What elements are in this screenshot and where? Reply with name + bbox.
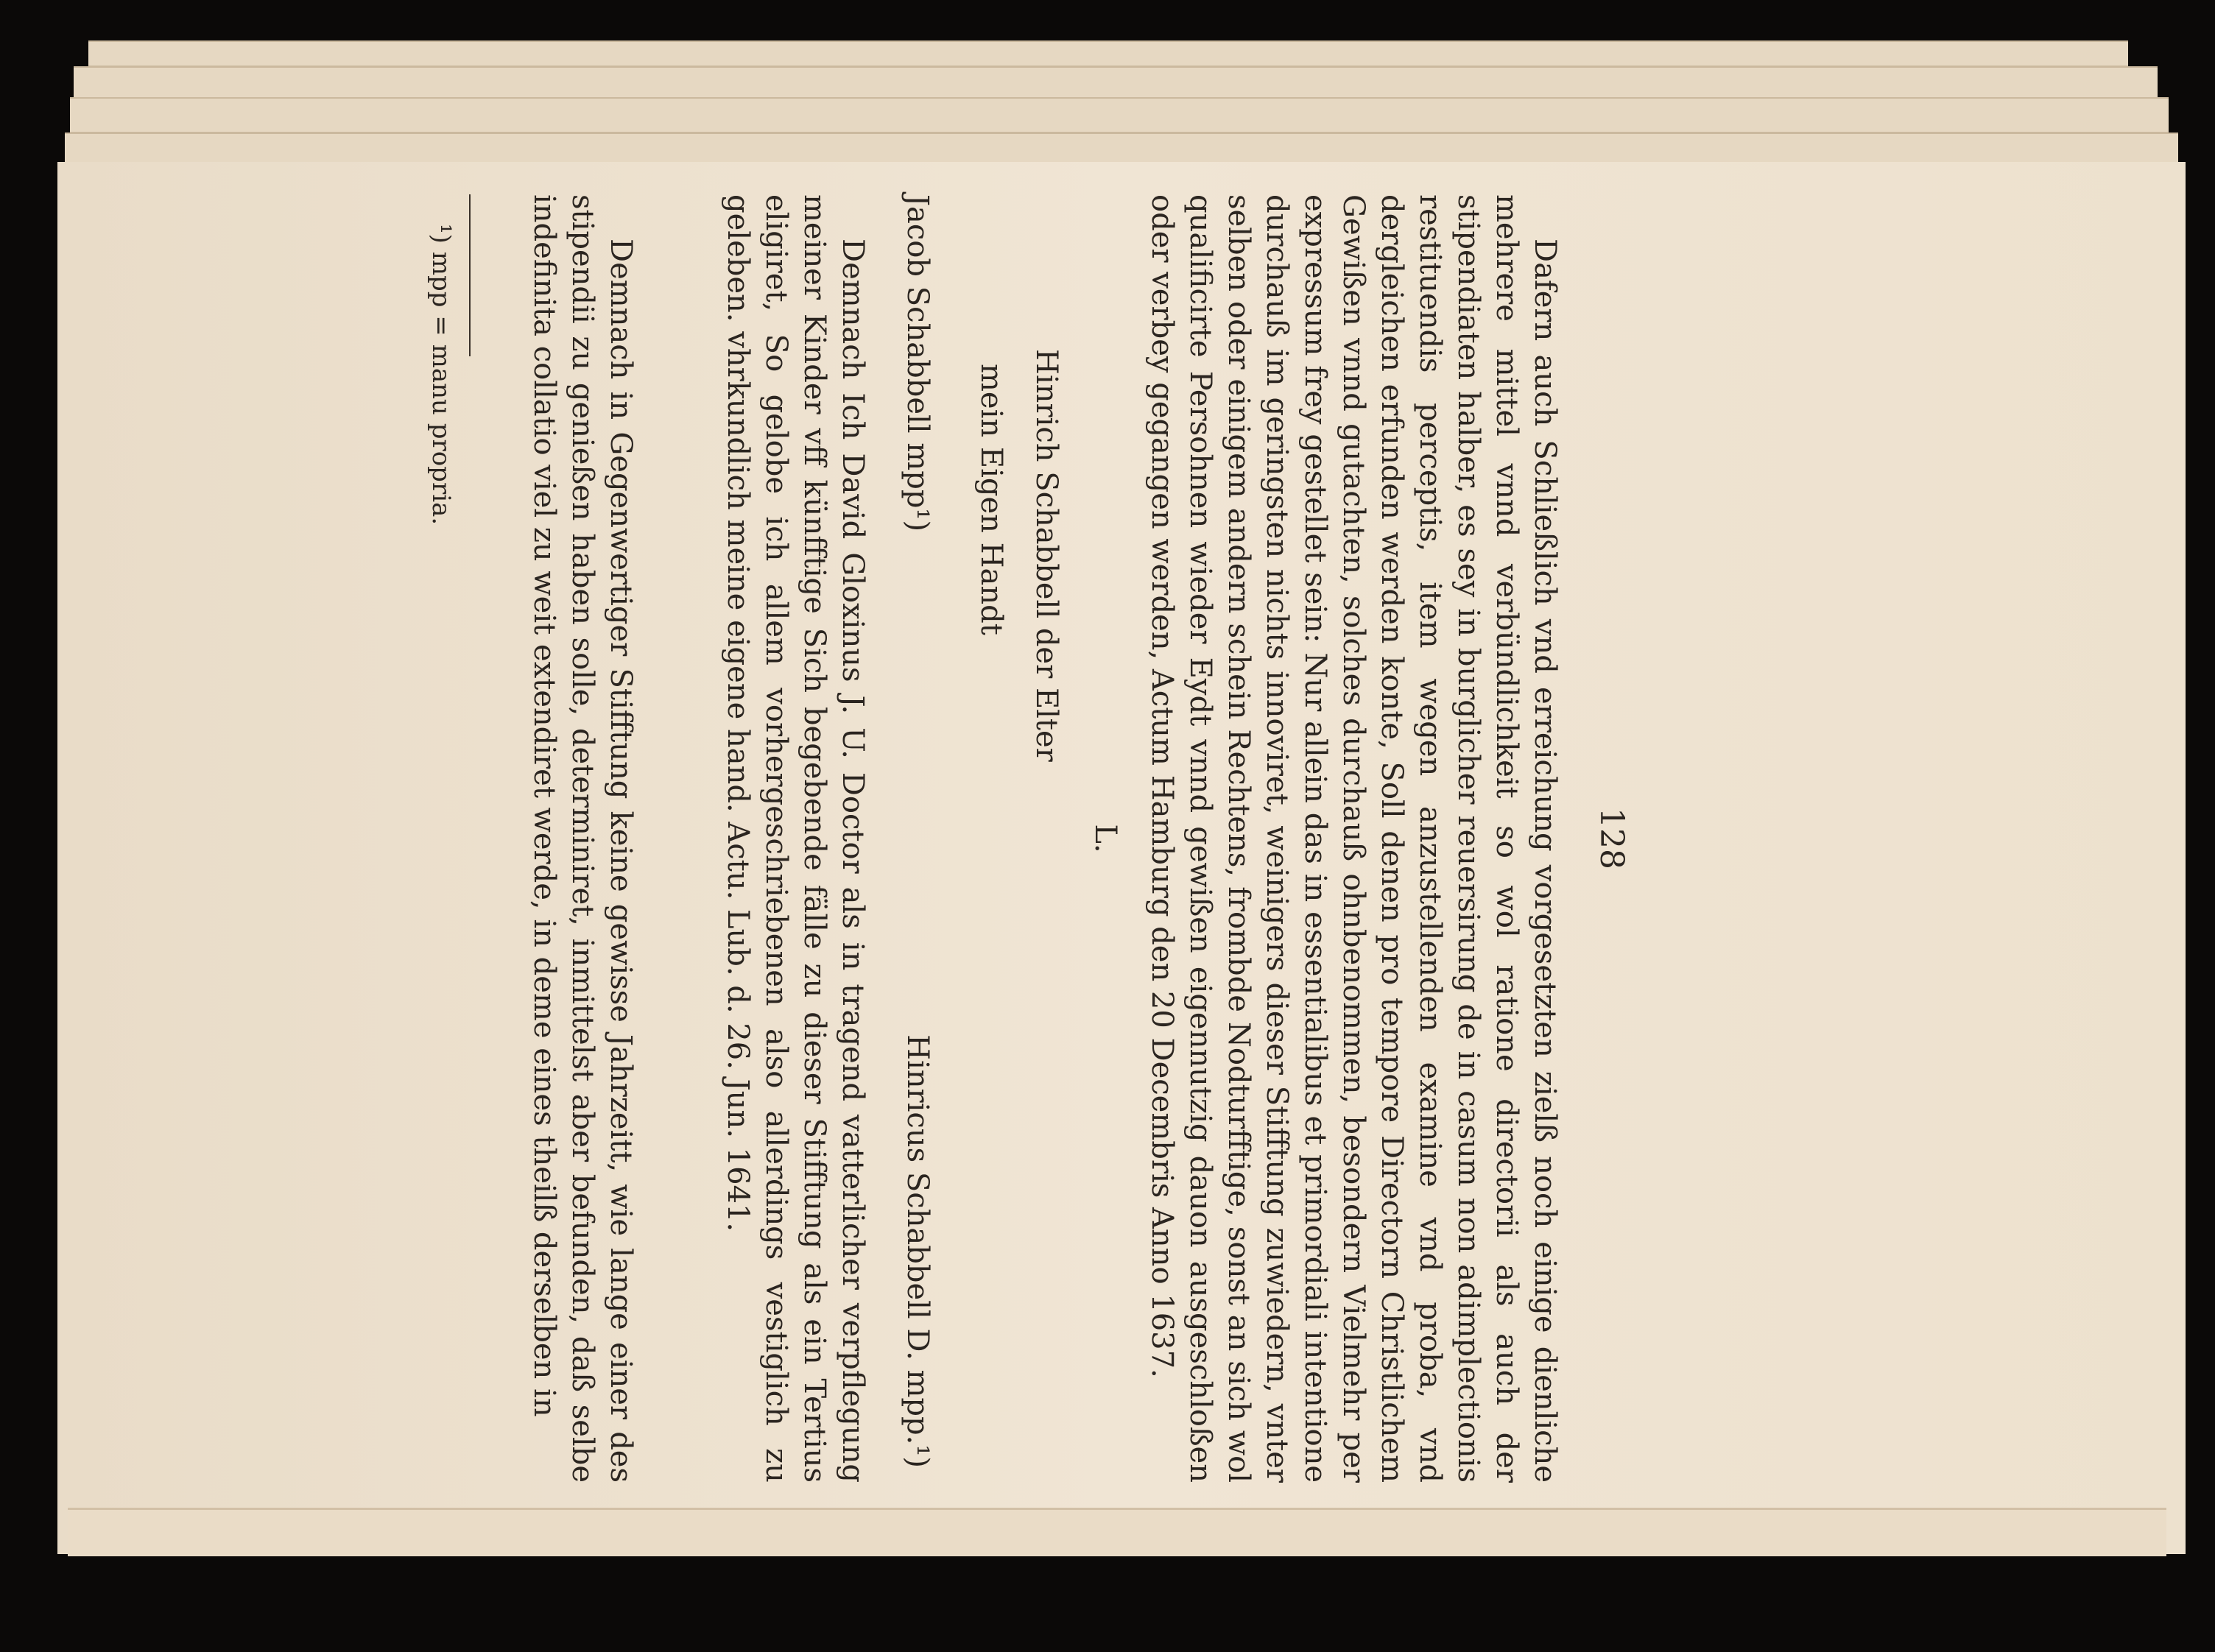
page-stack-edge xyxy=(88,40,2128,67)
signature-jacob-schabbell: Jacob Schabbell mpp¹) xyxy=(901,194,934,532)
rotated-text-block xyxy=(426,194,1630,1483)
paragraph-jahrzeitt: Demnach in Gegenwertiger Stifftung keine gewisse Jahrzeitt, wie lange einer des stipendii zu genießen haben solle, determiniret, inmittelst aber befunden, daß selbe indefinita collatio viel zu weit extendiret werde, in deme eines theilß derselben in xyxy=(527,194,638,1483)
signature-note: mein Eigen Handt xyxy=(974,364,1008,635)
paragraph-stiftung-directorn: Dafern auch Schließlich vnd erreichung vorgesetzten zielß noch einige dienliche mehrere mittel vnnd verbündlichkeit so wol ratione directorii als auch der stipendiaten halber, es sey in burglicher reuersirung de in casum non adimplectionis restituendis perceptis, item wegen anzustellenden examine vnd proba, vnd dergleichen erfunden werden konte, Soll denen pro tempore Directorn Christlichem Gewißen vnnd gutachten, solches durchauß ohnbenommen, besondern Vielmehr per expressum frey gestellet sein: Nur allein das in essentialibus et primordiali intentione durchauß im geringsten nichts innoviret, weinigers dieser Stifftung zuwiedern, vnter selben oder einigem andern schein Rechtens, frombde Nodturfftige, sonst an sich wol qualificirte Persohnen wieder Eydt vnnd gewißen eigennutzig dauon ausgeschloßen oder verbey gegangen werden, Actum Hamburg den 20 Decembris Anno 1637. xyxy=(1145,194,1562,1483)
signature-hinricus-schabbell: Hinricus Schabbell D. mpp.¹) xyxy=(901,1034,934,1468)
footnote-rule xyxy=(469,194,471,356)
paragraph-gloxinus: Demnach Ich David Gloxinus J. U. Doctor als in tragend vatterlicher verpflegung meiner Kinder vff künfftige Sich begebende fälle zu dieser Stifftung als ein Tertius eligiret, So gelobe ich allem vorhergeschriebenen also allerdings vestiglich zu geleben. vhrkundlich meine eigene hand. Actu. Lub. d. 26. Jun. 1641. xyxy=(721,194,870,1483)
underlying-page-edge xyxy=(68,1508,2166,1556)
signature-hinrich-schabbell: Hinrich Schabbell der Elter xyxy=(1029,349,1063,762)
page-stack-edge xyxy=(70,97,2169,133)
signature-row xyxy=(901,194,934,1483)
section-mark: L. xyxy=(1088,824,1122,853)
footnote: ¹) mpp = manu propria. xyxy=(426,224,456,526)
page-number: 128 xyxy=(1593,808,1630,869)
page-content xyxy=(426,194,1630,1483)
page-stack-edge xyxy=(74,66,2158,99)
page-stack-edge xyxy=(65,133,2178,163)
